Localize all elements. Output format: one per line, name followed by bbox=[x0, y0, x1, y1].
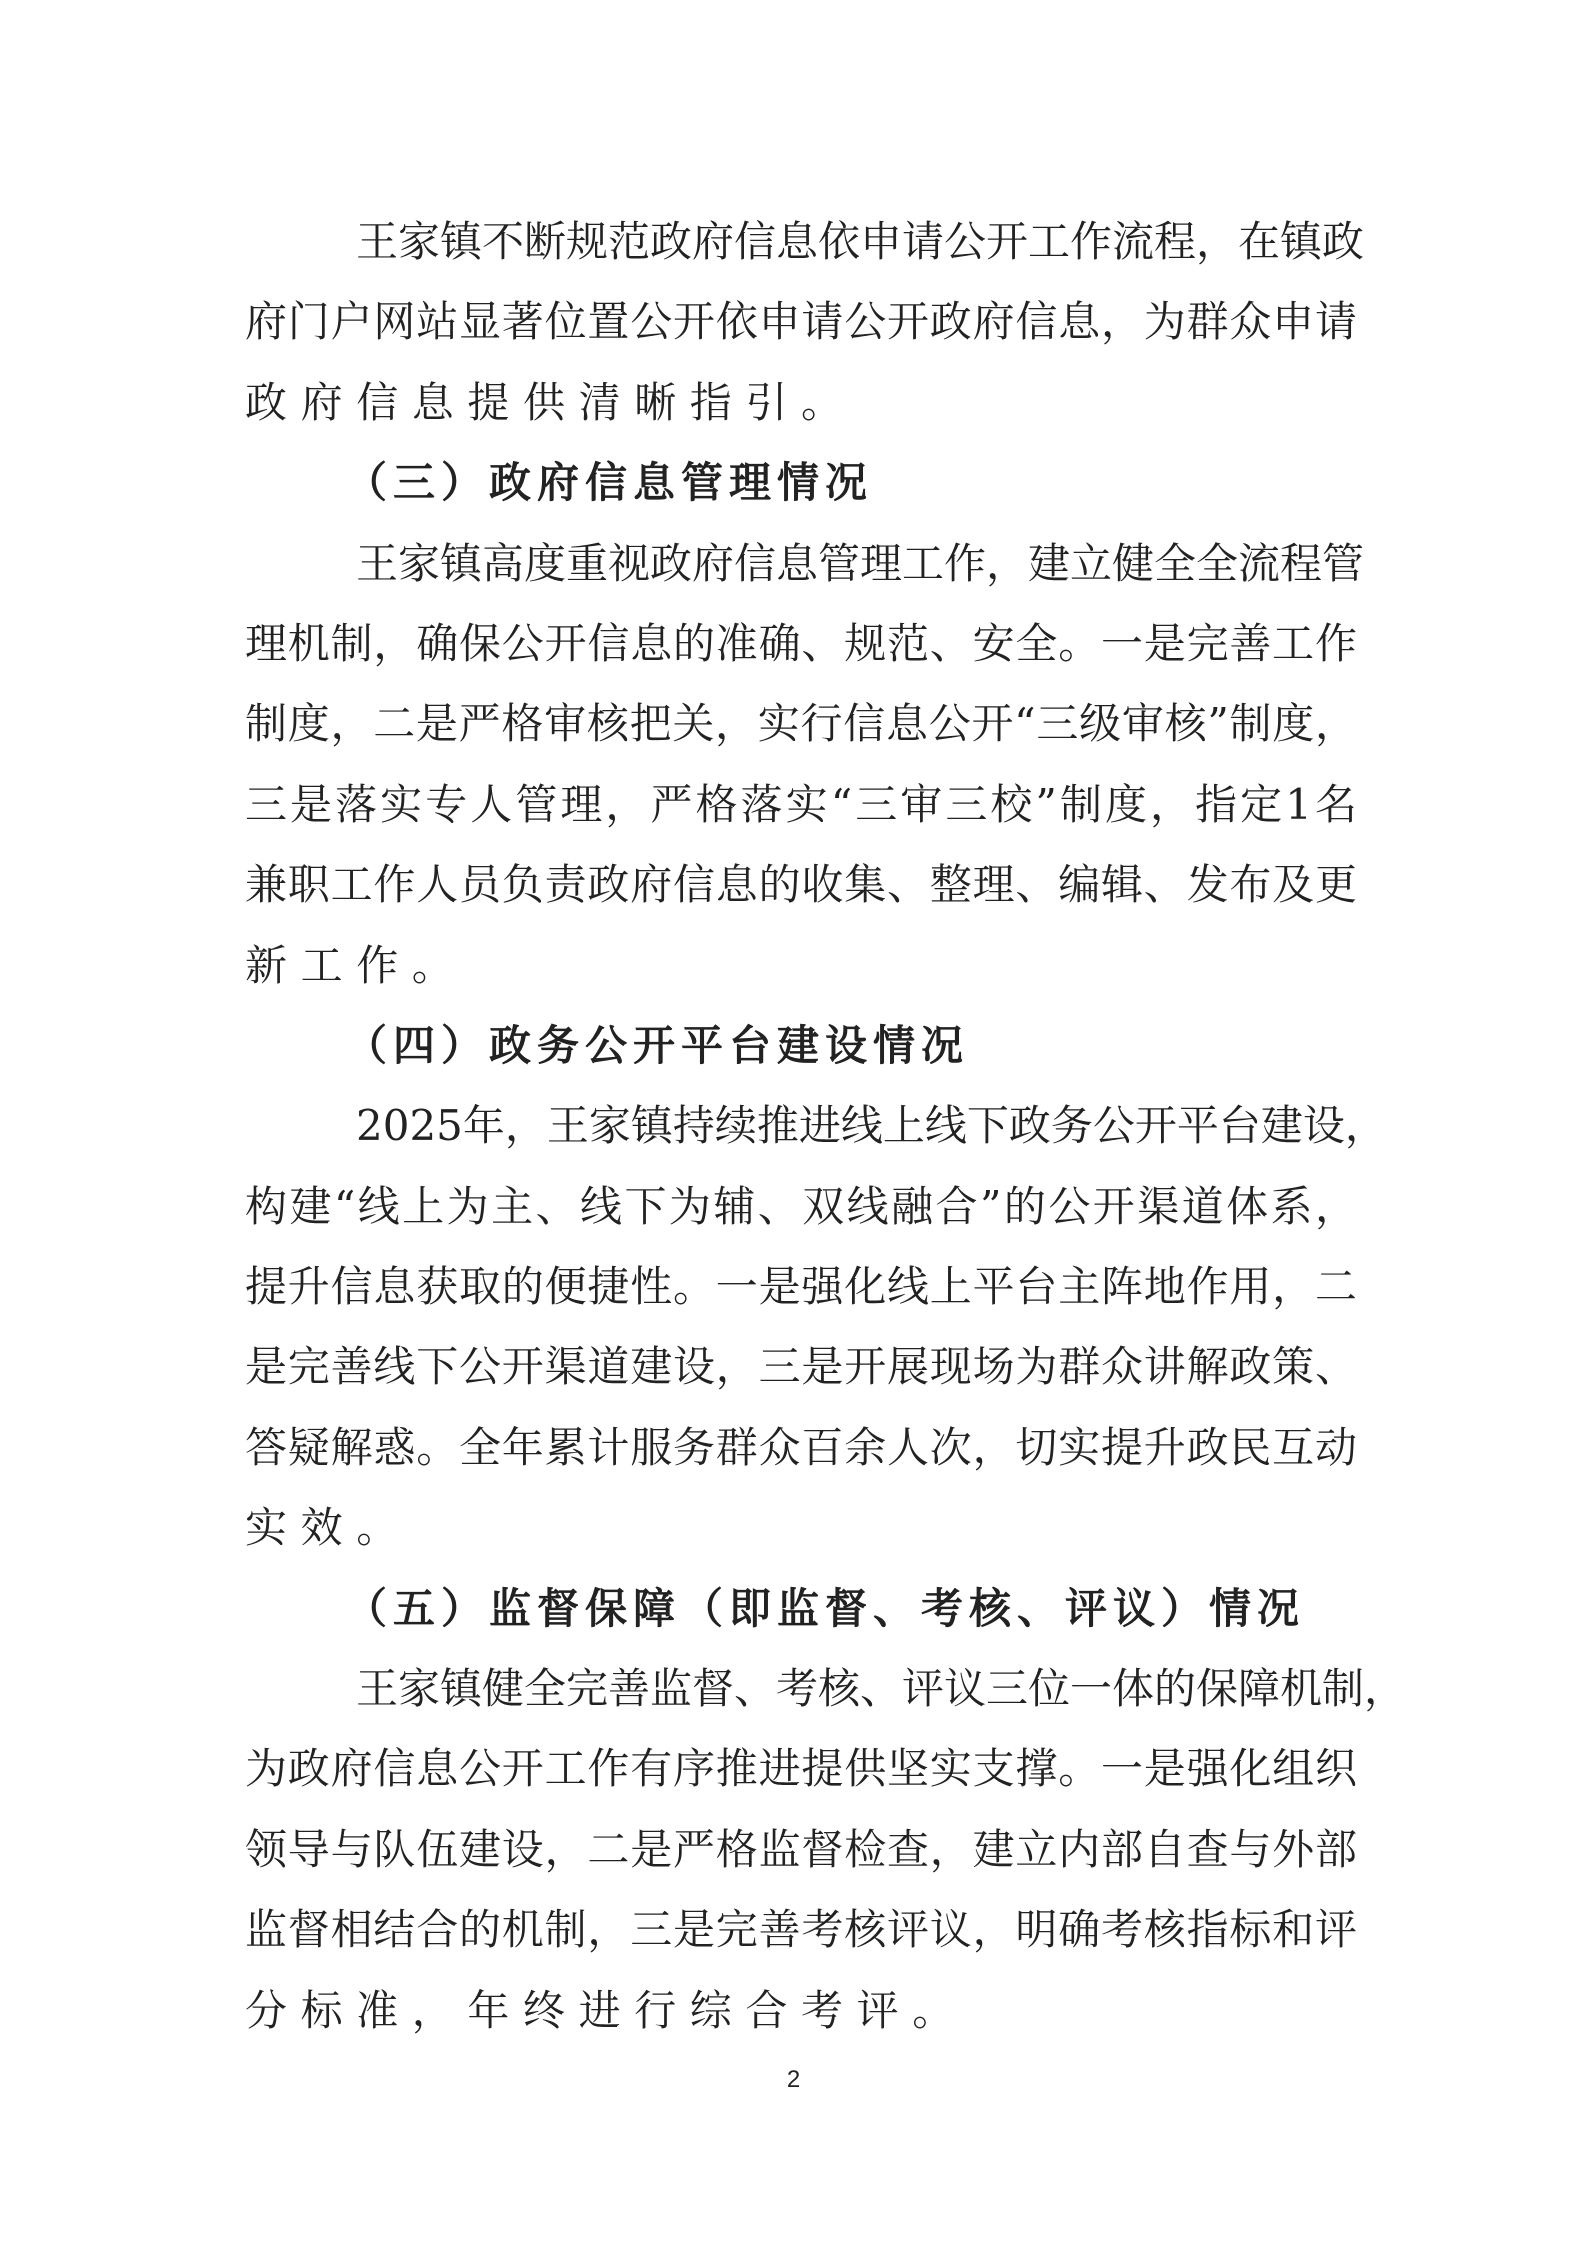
paragraph-1-line-1: 王家镇不断规范政府信息依申请公开工作流程，在镇政 bbox=[356, 217, 1365, 266]
section-heading-4: （四）政务公开平台建设情况 bbox=[345, 1020, 970, 1070]
paragraph-2-line-1: 王家镇高度重视政府信息管理工作，建立健全全流程管 bbox=[356, 538, 1365, 588]
section-heading-5: （五）监督保障（即监督、考核、评议）情况 bbox=[345, 1583, 1306, 1633]
paragraph-3-line-6: 实效。 bbox=[245, 1503, 412, 1553]
paragraph-2-line-2: 理机制，确保公开信息的准确、规范、安全。一是完善工作 bbox=[245, 618, 1357, 668]
paragraph-4-line-4: 监督相结合的机制，三是完善考核评议，明确考核指标和评 bbox=[245, 1905, 1357, 1955]
paragraph-3-line-4: 是完善线下公开渠道建设，三是开展现场为群众讲解政策、 bbox=[245, 1342, 1357, 1392]
paragraph-1-line-2: 府门户网站显著位置公开依申请公开政府信息，为群众申请 bbox=[245, 297, 1357, 347]
page-number: 2 bbox=[786, 2066, 801, 2093]
section-heading-3: （三）政府信息管理情况 bbox=[345, 458, 874, 508]
page-body bbox=[245, 202, 1407, 2051]
paragraph-2-line-6: 新工作。 bbox=[245, 940, 468, 990]
paragraph-3-line-3: 提升信息获取的便捷性。一是强化线上平台主阵地作用，二 bbox=[245, 1262, 1357, 1312]
paragraph-1-line-3: 政府信息提供清晰指引。 bbox=[245, 377, 857, 427]
paragraph-4-line-5: 分标准，年终进行综合考评。 bbox=[245, 1985, 968, 2035]
paragraph-4-line-3: 领导与队伍建设，二是严格监督检查，建立内部自查与外部 bbox=[245, 1824, 1357, 1874]
paragraph-2-line-4: 三是落实专人管理，严格落实“三审三校”制度，指定1名 bbox=[245, 779, 1357, 829]
paragraph-3-line-5: 答疑解惑。全年累计服务群众百余人次，切实提升政民互动 bbox=[245, 1422, 1357, 1472]
paragraph-3-line-2: 构建“线上为主、线下为辅、双线融合”的公开渠道体系， bbox=[245, 1181, 1357, 1231]
paragraph-2-line-5: 兼职工作人员负责政府信息的收集、整理、编辑、发布及更 bbox=[245, 860, 1357, 910]
paragraph-2-line-3: 制度，二是严格审核把关，实行信息公开“三级审核”制度， bbox=[245, 699, 1357, 749]
paragraph-3-line-1: 2025年，王家镇持续推进线上线下政务公开平台建设， bbox=[356, 1101, 1387, 1151]
paragraph-4-line-2: 为政府信息公开工作有序推进提供坚实支撑。一是强化组织 bbox=[245, 1744, 1357, 1794]
paragraph-4-line-1: 王家镇健全完善监督、考核、评议三位一体的保障机制， bbox=[356, 1664, 1407, 1714]
